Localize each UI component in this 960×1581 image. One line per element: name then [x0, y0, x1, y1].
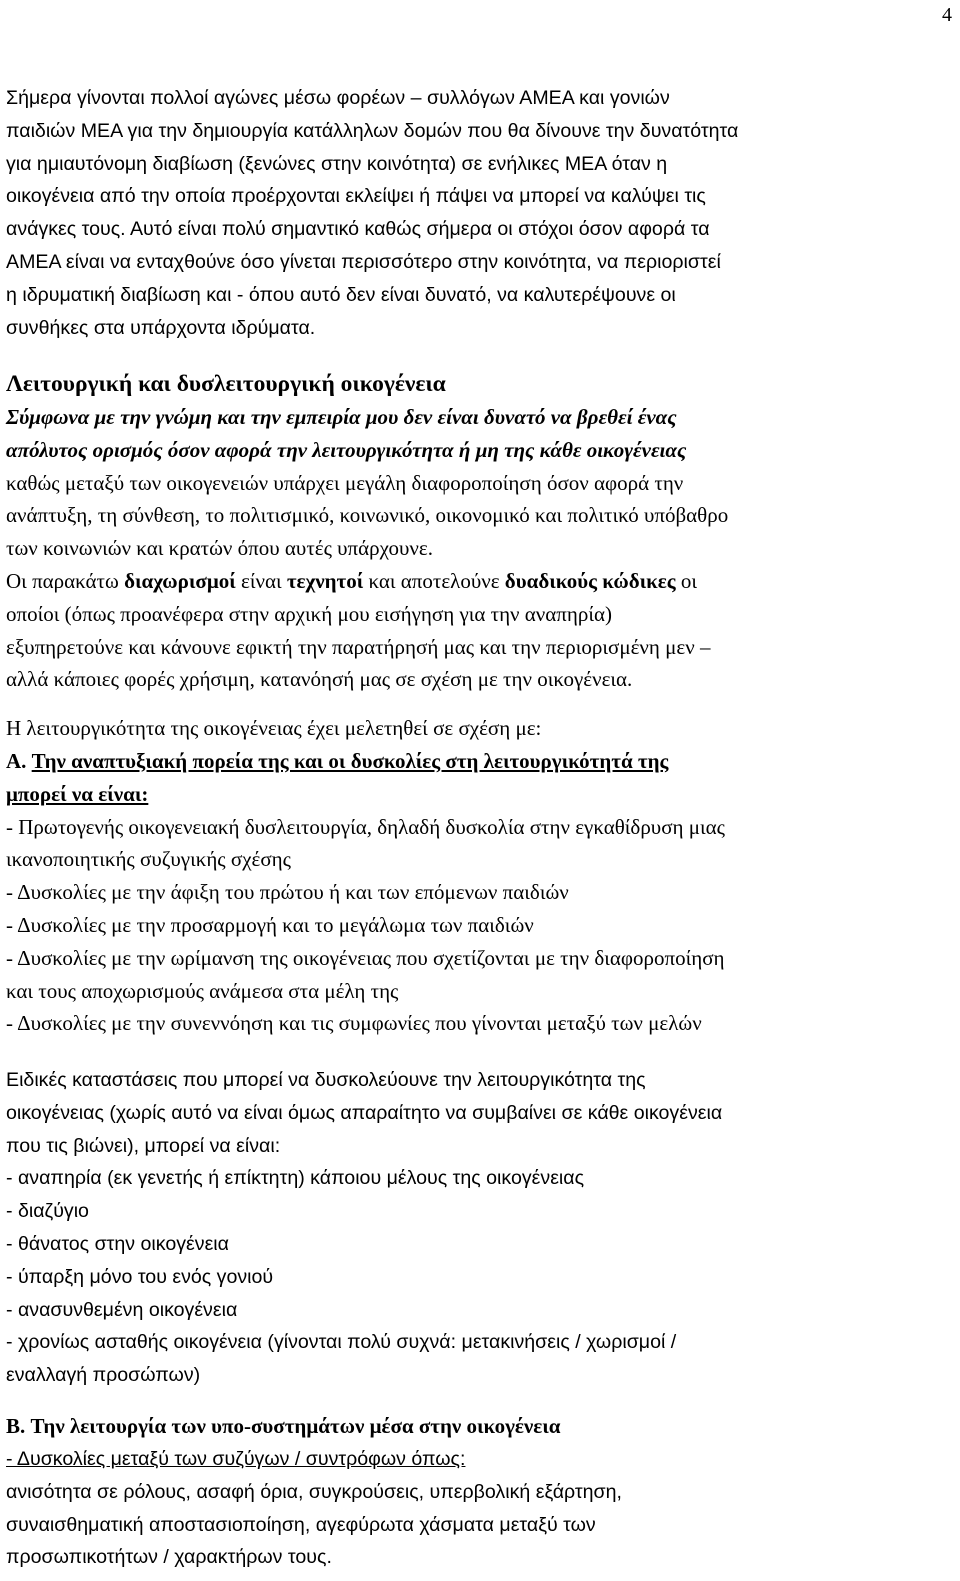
list-item: - αναπηρία (εκ γενετής ή επίκτητη) κάποιου μέλους της οικογένειας: [6, 1167, 585, 1190]
section-a: [6, 745, 956, 1040]
bold-term: διαχωρισμοί: [124, 569, 236, 593]
text-line: για ημιαυτόνομη διαβίωση (ξενώνες στην κοινότητα) σε ενήλικες ΜΕΑ όταν η: [6, 152, 668, 175]
list-item: - Δυσκολίες με την συνεννόηση και τις συμφωνίες που γίνονται μεταξύ των μελών: [6, 1011, 702, 1036]
text-run: και αποτελούνε: [363, 569, 505, 593]
text-line: παιδιών ΜΕΑ για την δημιουργία κατάλληλων δομών που θα δίνουνε την δυνατότητα: [6, 119, 739, 142]
bold-term: δυαδικούς κώδικες: [504, 569, 676, 593]
section-a-prefix: Α.: [6, 749, 27, 773]
text-line: προσωπικοτήτων / χαρακτήρων τους.: [6, 1546, 332, 1569]
opinion-bold-line: Σύμφωνα με την γνώμη και την εμπειρία μου δεν είναι δυνατό να βρεθεί ένας: [6, 405, 677, 429]
section-b: [6, 1410, 956, 1443]
text-line: οικογένεια από την οποία προέρχονται εκλείψει ή πάψει να μπορεί να καλύψει τις: [6, 185, 706, 208]
text-run: οι: [675, 569, 698, 593]
text-run: είναι: [235, 569, 287, 593]
text-line: συναισθηματική αποστασιοποίηση, αγεφύρωτα χάσματα μεταξύ των: [6, 1513, 596, 1536]
section-b-title: [6, 1410, 956, 1443]
section-b-subtitle: - Δυσκολίες μεταξύ των συζύγων / συντρόφων όπως:: [6, 1448, 466, 1470]
text-line: των κοινωνιών και κρατών όπου αυτές υπάρχουνε.: [6, 536, 433, 561]
list-item: - θάνατος στην οικογένεια: [6, 1232, 229, 1255]
list-item: - Δυσκολίες με την προσαρμογή και το μεγάλωμα των παιδιών: [6, 912, 534, 937]
text-line: καθώς μεταξύ των οικογενειών υπάρχει μεγάλη διαφοροποίηση όσον αφορά την: [6, 470, 684, 495]
opinion-paragraph: [6, 401, 956, 565]
text-line: οποίοι (όπως προανέφερα στην αρχική μου εισήγηση για την αναπηρία): [6, 601, 613, 626]
text-line: ανισότητα σε ρόλους, ασαφή όρια, συγκρούσεις, υπερβολική εξάρτηση,: [6, 1480, 622, 1503]
list-item: εναλλαγή προσώπων): [6, 1364, 201, 1387]
section-a-title: [6, 745, 956, 778]
bold-term: τεχνητοί: [286, 569, 364, 593]
text-line: που τις βιώνει), μπορεί να είναι:: [6, 1134, 281, 1157]
page-number: 4: [942, 4, 952, 26]
section-b-body: [6, 1443, 956, 1574]
text-line: [6, 565, 956, 598]
text-line: ανάπτυξη, τη σύνθεση, το πολιτισμικό, κοινωνικό, οικονομικό και πολιτικό υπόβαθρο: [6, 503, 729, 528]
special-situations: [6, 1064, 956, 1392]
text-line: η ιδρυματική διαβίωση και - όπου αυτό δεν είναι δυνατό, να καλυτερέψουνε οι: [6, 283, 676, 306]
section-a-title-text: Την αναπτυξιακή πορεία της και οι δυσκολίες στη λειτουργικότητά της: [31, 749, 669, 773]
list-item: - Δυσκολίες με την ωρίμανση της οικογένειας που σχετίζονται με την διαφοροποίηση: [6, 945, 725, 970]
list-item: ικανοποιητικής συζυγικής σχέσης: [6, 847, 291, 872]
list-item: και τους αποχωρισμούς ανάμεσα στα μέλη της: [6, 978, 399, 1003]
text-line: Ειδικές καταστάσεις που μπορεί να δυσκολεύουνε την λειτουργικότητα της: [6, 1069, 646, 1091]
distinctions-paragraph: [6, 565, 956, 696]
list-item: - ύπαρξη μόνο του ενός γονιού: [6, 1265, 274, 1288]
text-run: Οι παρακάτω: [6, 569, 125, 593]
section-a-title-cont: [6, 778, 956, 811]
list-item: - χρονίως ασταθής οικογένεια (γίνονται πολύ συχνά: μετακινήσεις / χωρισμοί /: [6, 1331, 677, 1354]
section-heading: Λειτουργική και δυσλειτουργική οικογένεια: [6, 371, 446, 397]
text-line: ανάγκες τους. Αυτό είναι πολύ σημαντικό καθώς σήμερα οι στόχοι όσον αφορά τα: [6, 218, 710, 241]
text-line: συνθήκες στα υπάρχοντα ιδρύματα.: [6, 316, 316, 339]
opinion-bold-line: απόλυτος ορισμός όσον αφορά την λειτουργικότητα ή μη της κάθε οικογένειας: [6, 437, 687, 462]
list-item: - Πρωτογενής οικογενειακή δυσλειτουργία, δηλαδή δυσκολία στην εγκαθίδρυση μιας: [6, 814, 725, 839]
section-b-prefix: Β.: [6, 1414, 26, 1438]
list-item: - ανασυνθεμένη οικογένεια: [6, 1298, 238, 1321]
section-b-title-text: Την λειτουργία των υπο-συστημάτων μέσα στην οικογένεια: [30, 1414, 561, 1438]
text-line: οικογένειας (χωρίς αυτό να είναι όμως απαραίτητο να συμβαίνει σε κάθε οικογένεια: [6, 1101, 723, 1124]
functionality-intro: Η λειτουργικότητα της οικογένειας έχει μελετηθεί σε σχέση με:: [6, 716, 542, 740]
intro-paragraph: [6, 82, 956, 344]
text-line: εξυπηρετούνε και κάνουνε εφικτή την παρατήρησή μας και την περιορισμένη μεν –: [6, 634, 711, 659]
list-item: - διαζύγιο: [6, 1200, 89, 1223]
text-line: αλλά κάποιες φορές χρήσιμη, κατανόησή μας σε σχέση με την οικογένεια.: [6, 667, 633, 692]
section-a-title-text: μπορεί να είναι:: [6, 781, 149, 806]
list-item: - Δυσκολίες με την άφιξη του πρώτου ή και των επόμενων παιδιών: [6, 880, 569, 905]
text-line: ΑΜΕΑ είναι να ενταχθούνε όσο γίνεται περισσότερο στην κοινότητα, να περιοριστεί: [6, 250, 721, 273]
text-line: Σήμερα γίνονται πολλοί αγώνες μέσω φορέων – συλλόγων ΑΜΕΑ και γονιών: [6, 87, 670, 109]
